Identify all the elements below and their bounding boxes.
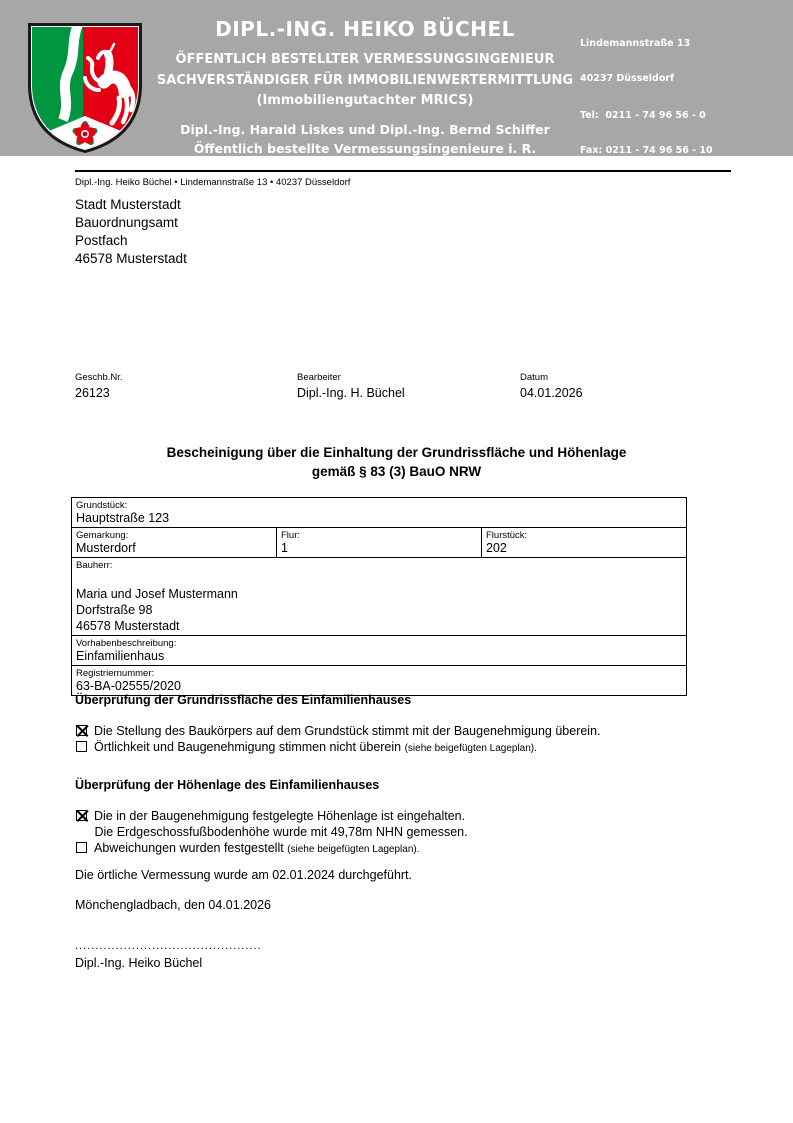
bauherr-line: Maria und Josef Mustermann bbox=[76, 587, 238, 601]
contact-email-1: E-Mail: info@buechel-kitzhoefer.de bbox=[580, 179, 767, 190]
nrw-coat-of-arms-icon bbox=[25, 20, 145, 156]
horizontal-rule bbox=[75, 170, 731, 172]
gemarkung-value: Musterdorf bbox=[76, 541, 136, 555]
vorhaben-value: Einfamilienhaus bbox=[76, 649, 165, 663]
checkbox-note: (siehe beigefügten Lageplan). bbox=[287, 844, 420, 855]
meta-bearbeiter bbox=[297, 372, 520, 400]
datum-label: Datum bbox=[520, 372, 548, 383]
meta-datum bbox=[520, 372, 730, 400]
checkbox-note: (siehe beigefügten Lageplan). bbox=[404, 743, 537, 754]
contact-tel-1: Tel: 0211 - 74 96 56 - 0 bbox=[580, 110, 706, 121]
contact-internet: Internet: www.buechel-kitzhoefer.de bbox=[580, 248, 777, 259]
meta-row bbox=[75, 372, 735, 400]
checkbox-row-oertlichkeit bbox=[75, 739, 745, 757]
signature-line: .............................................. bbox=[75, 940, 262, 952]
gemarkung-cell bbox=[72, 528, 277, 558]
contact-street: Lindemannstraße 13 bbox=[580, 38, 691, 49]
section-hoehenlage bbox=[75, 778, 745, 858]
place-date-line: Mönchengladbach, den 04.01.2026 bbox=[75, 898, 271, 912]
sender-line: Dipl.-Ing. Heiko Büchel • Lindemannstraße 13 • 40237 Düsseldorf bbox=[75, 177, 351, 188]
section-hoehenlage-heading: Überprüfung der Höhenlage des Einfamilienhauses bbox=[75, 778, 380, 792]
bauherr-label: Bauherr: bbox=[76, 560, 113, 571]
geschbnr-label: Geschb.Nr. bbox=[75, 372, 123, 383]
grundstueck-label: Grundstück: bbox=[76, 500, 128, 511]
document-title-line-2: gemäß § 83 (3) BauO NRW bbox=[311, 464, 482, 479]
vorhaben-label: Vorhabenbeschreibung: bbox=[76, 638, 177, 649]
recipient-line: 46578 Musterstadt bbox=[75, 251, 187, 266]
letterhead-subtitle-3: (Immobiliengutachter MRICS) bbox=[256, 93, 474, 108]
flur-value: 1 bbox=[281, 541, 288, 555]
bauherr-cell bbox=[72, 558, 687, 636]
table-row bbox=[72, 666, 687, 696]
bauherr-value bbox=[76, 586, 682, 634]
document-title bbox=[0, 443, 793, 481]
checkbox-icon bbox=[76, 725, 87, 736]
meta-geschbnr bbox=[75, 372, 297, 400]
table-row bbox=[72, 528, 687, 558]
letterhead-partners-line-2: Öffentlich bestellte Vermessungsingenieure i. R. bbox=[193, 141, 537, 156]
recipient-line: Postfach bbox=[75, 233, 128, 248]
signature-name: Dipl.-Ing. Heiko Büchel bbox=[75, 956, 203, 970]
contact-fax-2: Fax: 02161 - 98195 - 99 bbox=[580, 328, 707, 339]
letterhead-partners-line-1: Dipl.-Ing. Harald Liskes und Dipl.-Ing. Bernd Schiffer bbox=[180, 122, 550, 137]
vorhaben-cell bbox=[72, 636, 687, 666]
contact-fax-1: Fax: 0211 - 74 96 56 - 10 bbox=[580, 144, 713, 156]
datum-value: 04.01.2026 bbox=[520, 386, 583, 400]
contact-email-2: E-Mail: info@bs-hl.de bbox=[580, 213, 694, 225]
contact-city: 40237 Düsseldorf bbox=[580, 72, 675, 84]
flurstueck-label: Flurstück: bbox=[486, 530, 528, 541]
registriernummer-value: 63-BA-02555/2020 bbox=[76, 679, 181, 693]
table-row bbox=[72, 636, 687, 666]
signature-block bbox=[75, 939, 262, 970]
document-title-line-1: Bescheinigung über die Einhaltung der Grundrissfläche und Höhenlage bbox=[166, 445, 627, 460]
recipient-line: Bauordnungsamt bbox=[75, 215, 178, 230]
flur-cell bbox=[277, 528, 482, 558]
checkbox-icon bbox=[76, 810, 87, 821]
letterhead-center-block bbox=[155, 16, 575, 157]
flur-label: Flur: bbox=[281, 530, 300, 541]
letterhead-contact-block bbox=[580, 15, 790, 363]
letterhead-subtitle-2: SACHVERSTÄNDIGER FÜR IMMOBILIENWERTERMITTLUNG bbox=[156, 73, 574, 88]
geschbnr-value: 26123 bbox=[75, 386, 110, 400]
checkbox-label: Abweichungen wurden festgestellt (siehe beigefügten Lageplan). bbox=[94, 841, 420, 855]
table-row bbox=[72, 498, 687, 528]
letterhead-title: DIPL.-ING. HEIKO BÜCHEL bbox=[215, 17, 515, 41]
recipient-line: Stadt Musterstadt bbox=[75, 197, 181, 212]
gemarkung-label: Gemarkung: bbox=[76, 530, 129, 541]
grundstueck-cell bbox=[72, 498, 687, 528]
property-table bbox=[71, 497, 687, 696]
registriernummer-cell bbox=[72, 666, 687, 696]
checkbox-row-hoehenlage-eingehalten bbox=[75, 808, 745, 824]
checkbox-icon bbox=[76, 842, 87, 853]
erdgeschoss-hoehe-line: Die Erdgeschossfußbodenhöhe wurde mit 49,78m NHN gemessen. bbox=[94, 825, 468, 839]
flurstueck-cell bbox=[482, 528, 687, 558]
table-row bbox=[72, 558, 687, 636]
letterhead-subtitle-1: ÖFFENTLICH BESTELLTER VERMESSUNGSINGENIEUR bbox=[175, 52, 555, 67]
contact-tel-2: Tel.: 02161 - 98195 - 0 bbox=[580, 293, 700, 305]
flurstueck-value: 202 bbox=[486, 541, 507, 555]
checkbox-label: Die in der Baugenehmigung festgelegte Höhenlage ist eingehalten. bbox=[94, 809, 466, 823]
checkbox-icon bbox=[76, 741, 87, 752]
survey-date-line: Die örtliche Vermessung wurde am 02.01.2024 durchgeführt. bbox=[75, 868, 412, 882]
checkbox-label: Die Stellung des Baukörpers auf dem Grundstück stimmt mit der Baugenehmigung überein. bbox=[94, 724, 601, 738]
bauherr-line: Dorfstraße 98 bbox=[76, 603, 153, 617]
section-grundriss-heading: Überprüfung der Grundrissfläche des Einfamilienhauses bbox=[75, 693, 412, 707]
section-grundrissflaeche bbox=[75, 693, 745, 757]
checkbox-row-stellung-baukoerper bbox=[75, 723, 745, 739]
bearbeiter-label: Bearbeiter bbox=[297, 372, 341, 383]
recipient-address bbox=[75, 196, 187, 268]
bearbeiter-value: Dipl.-Ing. H. Büchel bbox=[297, 386, 405, 400]
bauherr-line: 46578 Musterstadt bbox=[76, 619, 180, 633]
checkbox-label: Örtlichkeit und Baugenehmigung stimmen nicht überein (siehe beigefügten Lageplan). bbox=[94, 740, 537, 754]
registriernummer-label: Registriernummer: bbox=[76, 668, 155, 679]
checkbox-row-abweichungen bbox=[75, 840, 745, 858]
grundstueck-value: Hauptstraße 123 bbox=[76, 511, 170, 525]
